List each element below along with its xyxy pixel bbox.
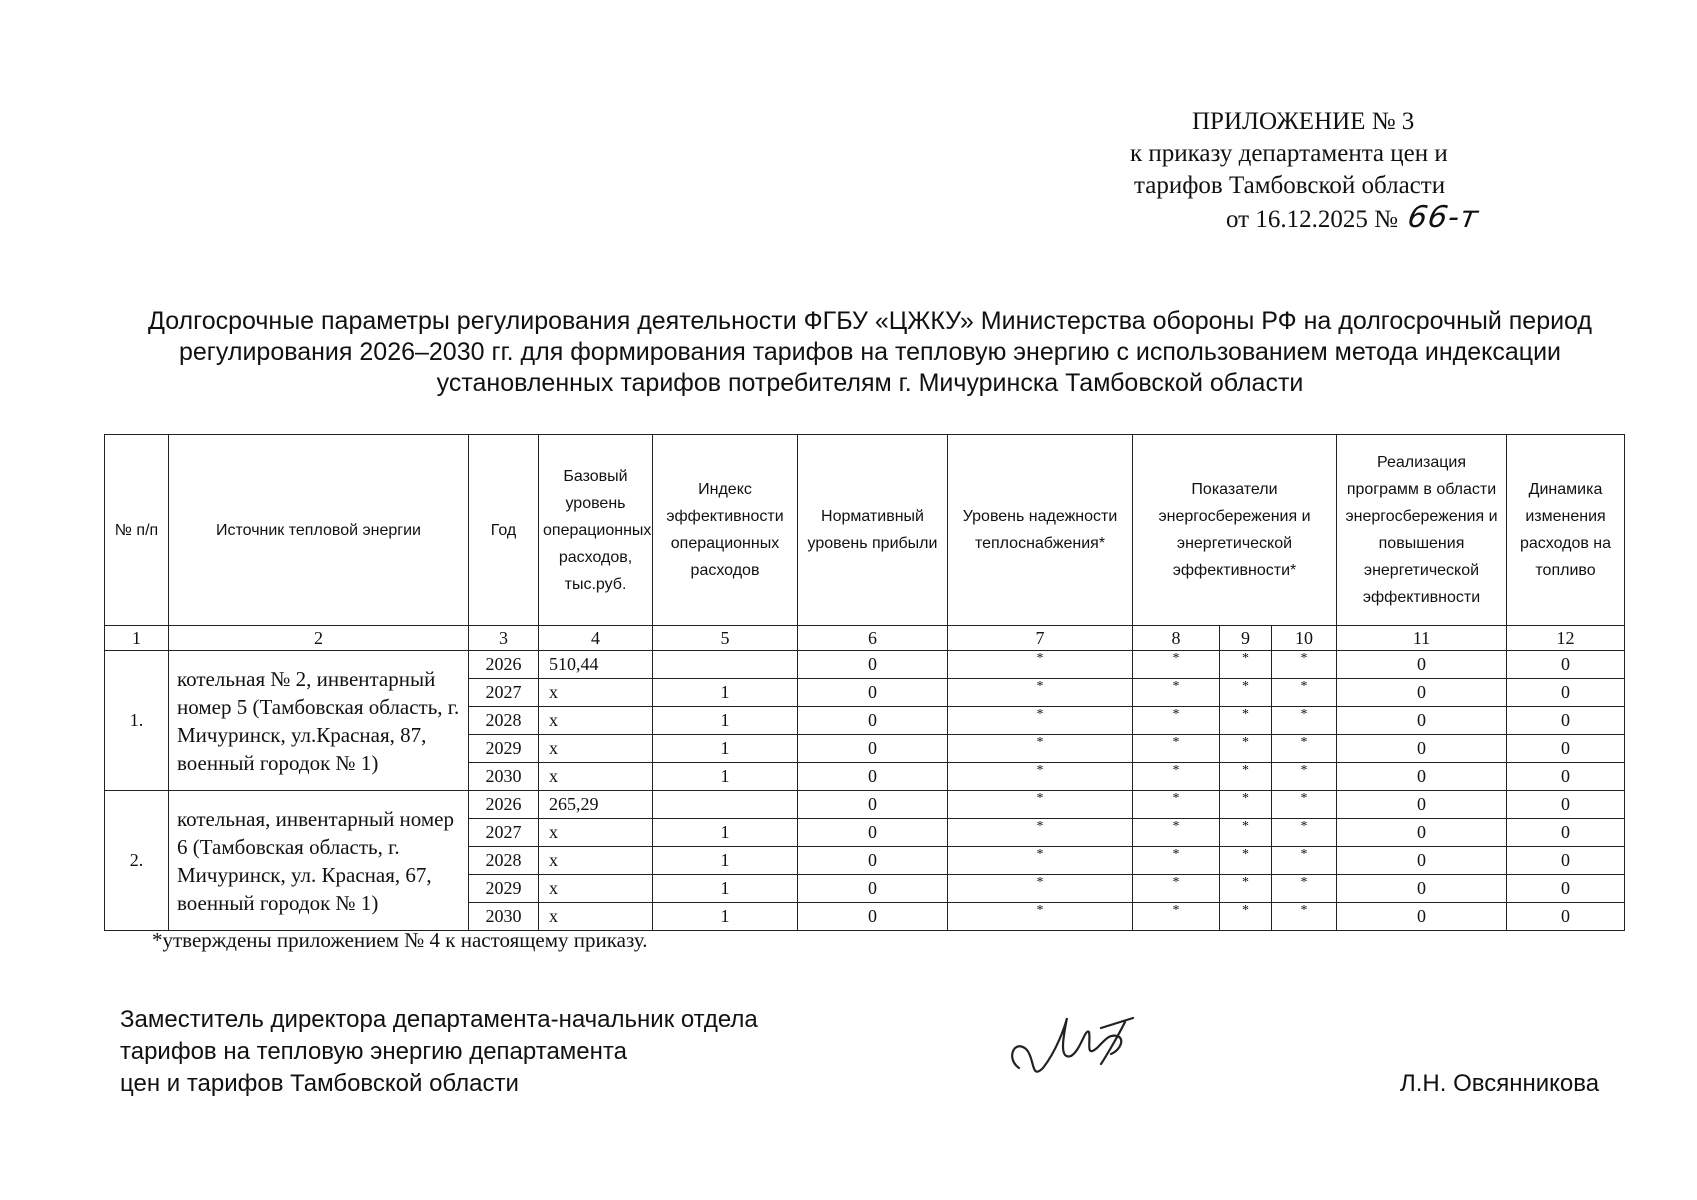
cell-programs: 0	[1337, 735, 1507, 763]
row-number: 1.	[105, 651, 169, 791]
cell-energy-saving: *	[1272, 791, 1337, 819]
cell-base-opex: 265,29	[539, 791, 653, 819]
cell-energy-saving: *	[1272, 847, 1337, 875]
column-number: 10	[1272, 626, 1337, 651]
header-profit: Нормативный уровень прибыли	[798, 435, 948, 626]
column-number: 5	[653, 626, 798, 651]
cell-energy-saving: *	[1133, 735, 1220, 763]
footnote: *утверждены приложением № 4 к настоящему приказу.	[152, 928, 648, 952]
cell-energy-saving: *	[1272, 679, 1337, 707]
cell-programs: 0	[1337, 651, 1507, 679]
cell-energy-saving: *	[1133, 763, 1220, 791]
cell-energy-saving: *	[1220, 707, 1272, 735]
column-number: 12	[1507, 626, 1625, 651]
header-programs: Реализация программ в области энергосбережения и повышения энергетической эффективности	[1337, 435, 1507, 626]
cell-fuel: 0	[1507, 679, 1625, 707]
cell-energy-saving: *	[1220, 903, 1272, 931]
cell-energy-saving: *	[1220, 875, 1272, 903]
header-source: Источник тепловой энергии	[169, 435, 469, 626]
signature-image	[1005, 998, 1145, 1088]
cell-base-opex: х	[539, 763, 653, 791]
cell-profit: 0	[798, 651, 948, 679]
cell-fuel: 0	[1507, 651, 1625, 679]
header-year: Год	[469, 435, 539, 626]
cell-fuel: 0	[1507, 903, 1625, 931]
cell-fuel: 0	[1507, 875, 1625, 903]
cell-reliability: *	[948, 679, 1133, 707]
cell-programs: 0	[1337, 875, 1507, 903]
cell-profit: 0	[798, 847, 948, 875]
column-number: 7	[948, 626, 1133, 651]
cell-energy-saving: *	[1133, 847, 1220, 875]
cell-fuel: 0	[1507, 735, 1625, 763]
cell-year: 2029	[469, 875, 539, 903]
cell-reliability: *	[948, 875, 1133, 903]
column-number: 4	[539, 626, 653, 651]
cell-profit: 0	[798, 875, 948, 903]
column-number: 8	[1133, 626, 1220, 651]
cell-energy-saving: *	[1272, 903, 1337, 931]
cell-efficiency-index: 1	[653, 679, 798, 707]
cell-year: 2030	[469, 903, 539, 931]
cell-energy-saving: *	[1133, 903, 1220, 931]
cell-energy-saving: *	[1133, 651, 1220, 679]
signer-position	[120, 1004, 758, 1100]
cell-energy-saving: *	[1220, 763, 1272, 791]
column-number: 9	[1220, 626, 1272, 651]
appendix-heading: ПРИЛОЖЕНИЕ № 3	[1192, 108, 1415, 135]
cell-reliability: *	[948, 903, 1133, 931]
cell-programs: 0	[1337, 903, 1507, 931]
cell-profit: 0	[798, 763, 948, 791]
cell-efficiency-index: 1	[653, 875, 798, 903]
cell-energy-saving: *	[1220, 651, 1272, 679]
cell-efficiency-index: 1	[653, 763, 798, 791]
cell-energy-saving: *	[1220, 791, 1272, 819]
cell-energy-saving: *	[1272, 819, 1337, 847]
cell-energy-saving: *	[1272, 651, 1337, 679]
appendix-block	[1130, 106, 1570, 236]
cell-energy-saving: *	[1133, 791, 1220, 819]
cell-energy-saving: *	[1133, 819, 1220, 847]
header-efficiency-index: Индекс эффективности операционных расходов	[653, 435, 798, 626]
signer-line: Заместитель директора департамента-начальник отдела	[120, 1006, 758, 1033]
signer-name: Л.Н. Овсянникова	[1400, 1070, 1600, 1097]
appendix-date: от 16.12.2025 №	[1226, 206, 1398, 233]
cell-energy-saving: *	[1133, 875, 1220, 903]
cell-efficiency-index: 1	[653, 819, 798, 847]
cell-reliability: *	[948, 763, 1133, 791]
cell-energy-saving: *	[1220, 679, 1272, 707]
heat-source: котельная, инвентарный номер 6 (Тамбовская область, г. Мичуринск, ул. Красная, 67, военный городок № 1)	[169, 791, 469, 931]
cell-reliability: *	[948, 735, 1133, 763]
cell-energy-saving: *	[1220, 735, 1272, 763]
heat-source: котельная № 2, инвентарный номер 5 (Тамбовская область, г. Мичуринск, ул.Красная, 87, военный городок № 1)	[169, 651, 469, 791]
cell-energy-saving: *	[1133, 707, 1220, 735]
cell-base-opex: х	[539, 679, 653, 707]
cell-base-opex: х	[539, 847, 653, 875]
cell-year: 2028	[469, 847, 539, 875]
column-number: 2	[169, 626, 469, 651]
cell-energy-saving: *	[1272, 735, 1337, 763]
cell-profit: 0	[798, 679, 948, 707]
cell-programs: 0	[1337, 679, 1507, 707]
cell-reliability: *	[948, 651, 1133, 679]
header-base-opex: Базовый уровень операционных расходов, тыс.руб.	[539, 435, 653, 626]
cell-reliability: *	[948, 791, 1133, 819]
cell-reliability: *	[948, 847, 1133, 875]
cell-energy-saving: *	[1220, 847, 1272, 875]
cell-energy-saving: *	[1272, 763, 1337, 791]
table-row	[105, 651, 1625, 679]
document-title: Долгосрочные параметры регулирования деятельности ФГБУ «ЦЖКУ» Министерства обороны РФ на долгосрочный период регулирования 2026–2030 гг. для формирования тарифов на тепловую энергию с использованием метода индексации установленных тарифов потребителям г. Мичуринска Тамбовской области	[147, 307, 1593, 397]
column-number: 6	[798, 626, 948, 651]
cell-base-opex: х	[539, 735, 653, 763]
parameters-table	[104, 434, 1625, 931]
column-number: 3	[469, 626, 539, 651]
cell-programs: 0	[1337, 847, 1507, 875]
cell-efficiency-index	[653, 791, 798, 819]
column-number-row	[105, 626, 1625, 651]
cell-base-opex: х	[539, 707, 653, 735]
cell-base-opex: х	[539, 819, 653, 847]
signer-line: тарифов на тепловую энергию департамента	[120, 1038, 627, 1065]
cell-programs: 0	[1337, 791, 1507, 819]
cell-reliability: *	[948, 819, 1133, 847]
cell-energy-saving: *	[1220, 819, 1272, 847]
appendix-order-ref: к приказу департамента цен и	[1130, 140, 1448, 167]
table-body	[105, 651, 1625, 931]
cell-efficiency-index: 1	[653, 903, 798, 931]
cell-efficiency-index: 1	[653, 707, 798, 735]
cell-profit: 0	[798, 735, 948, 763]
cell-year: 2027	[469, 679, 539, 707]
cell-fuel: 0	[1507, 791, 1625, 819]
table-row	[105, 791, 1625, 819]
row-number: 2.	[105, 791, 169, 931]
cell-year: 2026	[469, 651, 539, 679]
cell-profit: 0	[798, 819, 948, 847]
cell-efficiency-index	[653, 651, 798, 679]
cell-energy-saving: *	[1272, 875, 1337, 903]
cell-year: 2030	[469, 763, 539, 791]
cell-efficiency-index: 1	[653, 735, 798, 763]
cell-programs: 0	[1337, 819, 1507, 847]
cell-programs: 0	[1337, 763, 1507, 791]
cell-base-opex: 510,44	[539, 651, 653, 679]
cell-year: 2027	[469, 819, 539, 847]
cell-year: 2029	[469, 735, 539, 763]
cell-energy-saving: *	[1133, 679, 1220, 707]
header-reliability: Уровень надежности теплоснабжения*	[948, 435, 1133, 626]
signer-line: цен и тарифов Тамбовской области	[120, 1070, 519, 1097]
cell-profit: 0	[798, 791, 948, 819]
cell-base-opex: х	[539, 875, 653, 903]
cell-reliability: *	[948, 707, 1133, 735]
header-num: № п/п	[105, 435, 169, 626]
cell-energy-saving: *	[1272, 707, 1337, 735]
appendix-date-line	[1130, 202, 1570, 236]
cell-programs: 0	[1337, 707, 1507, 735]
cell-year: 2028	[469, 707, 539, 735]
cell-year: 2026	[469, 791, 539, 819]
cell-efficiency-index: 1	[653, 847, 798, 875]
header-energy-saving: Показатели энергосбережения и энергетической эффективности*	[1133, 435, 1337, 626]
cell-base-opex: х	[539, 903, 653, 931]
column-number: 11	[1337, 626, 1507, 651]
order-number-handwritten: 66-т	[1404, 200, 1482, 235]
table-header-row	[105, 435, 1625, 626]
cell-fuel: 0	[1507, 819, 1625, 847]
cell-profit: 0	[798, 707, 948, 735]
cell-fuel: 0	[1507, 763, 1625, 791]
column-number: 1	[105, 626, 169, 651]
cell-profit: 0	[798, 903, 948, 931]
cell-fuel: 0	[1507, 847, 1625, 875]
appendix-department: тарифов Тамбовской области	[1134, 172, 1446, 199]
cell-fuel: 0	[1507, 707, 1625, 735]
header-fuel: Динамика изменения расходов на топливо	[1507, 435, 1625, 626]
